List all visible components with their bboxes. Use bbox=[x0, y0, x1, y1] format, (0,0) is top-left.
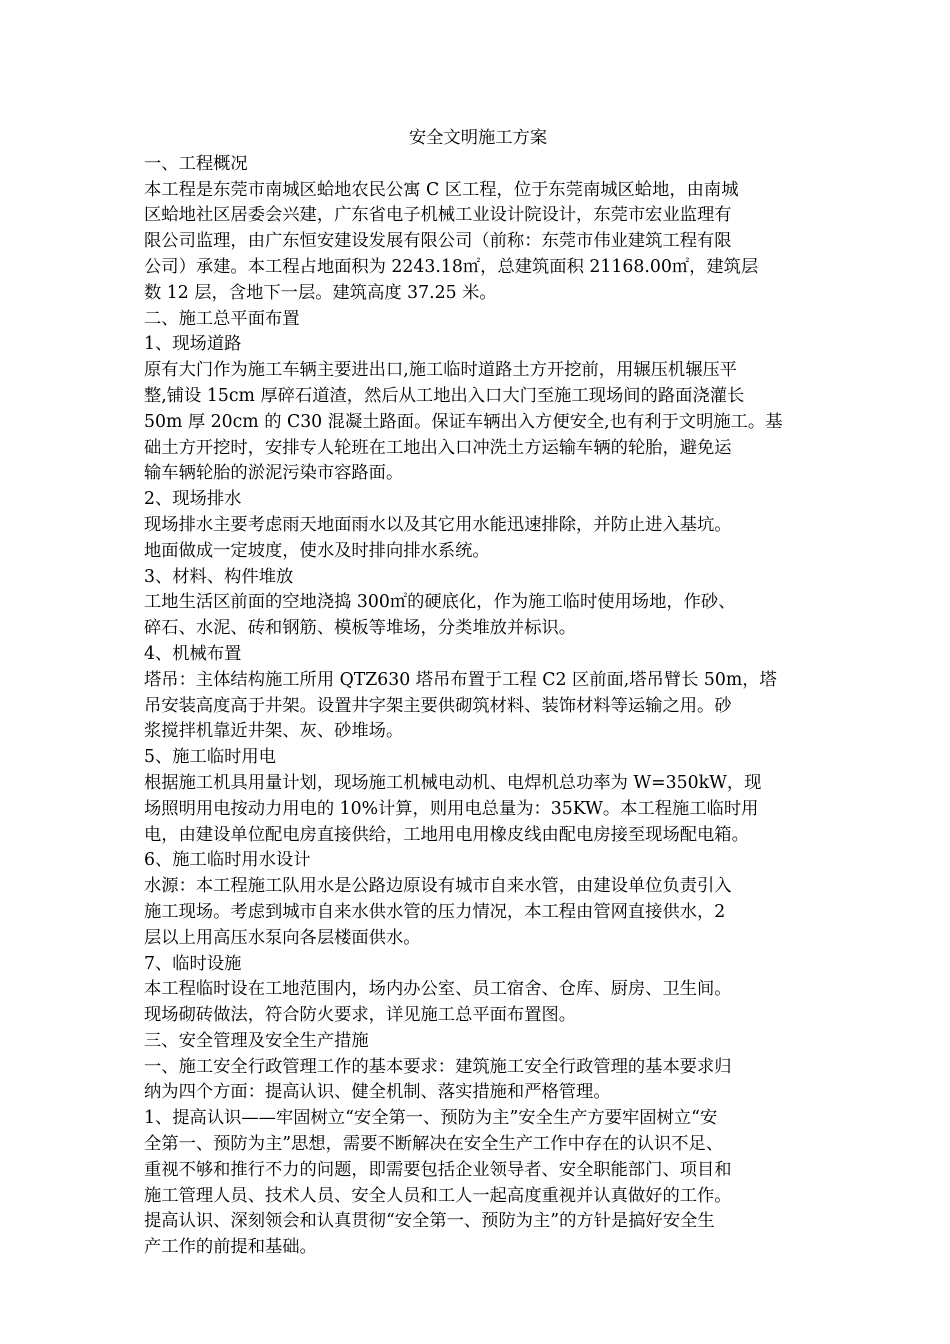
document-body bbox=[144, 152, 812, 1261]
text-line: 根据施工机具用量计划，现场施工机械电动机、电焊机总功率为 W=350kW，现 bbox=[144, 772, 762, 793]
text-line: 2、现场排水 bbox=[144, 489, 242, 510]
text-line: 7、临时设施 bbox=[144, 953, 242, 974]
text-line: 全第一、预防为主”思想，需要不断解决在安全生产工作中存在的认识不足、 bbox=[144, 1134, 724, 1155]
text-line: 整,铺设 15cm 厚碎石道渣，然后从工地出入口大门至施工现场间的路面浇灌长 bbox=[144, 385, 745, 406]
text-line: 塔吊：主体结构施工所用 QTZ630 塔吊布置于工程 C2 区前面,塔吊臂长 50m，塔 bbox=[144, 669, 777, 690]
text-line: 数 12 层，含地下一层。建筑高度 37.25 米。 bbox=[144, 282, 497, 303]
text-line: 碎石、水泥、砖和钢筋、模板等堆场，分类堆放并标识。 bbox=[144, 618, 577, 639]
text-line: 3、材料、构件堆放 bbox=[144, 566, 294, 587]
text-line: 水源：本工程施工队用水是公路边原设有城市自来水管，由建设单位负责引入 bbox=[144, 876, 732, 897]
text-line: 础土方开挖时，安排专人轮班在工地出入口冲洗土方运输车辆的轮胎，避免运 bbox=[144, 437, 732, 458]
text-line: 输车辆轮胎的淤泥污染市容路面。 bbox=[144, 463, 404, 484]
text-line: 提高认识、深刻领会和认真贯彻“安全第一、预防为主”的方针是搞好安全生 bbox=[144, 1211, 715, 1232]
text-line: 浆搅拌机靠近井架、灰、砂堆场。 bbox=[144, 721, 404, 742]
text-line: 现场排水主要考虑雨天地面雨水以及其它用水能迅速排除，并防止进入基坑。 bbox=[144, 514, 732, 535]
text-line: 重视不够和推行不力的问题，即需要包括企业领导者、安全职能部门、项目和 bbox=[144, 1159, 732, 1180]
text-line: 施工管理人员、技术人员、安全人员和工人一起高度重视并认真做好的工作。 bbox=[144, 1185, 732, 1206]
text-line: 公司）承建。本工程占地面积为 2243.18㎡，总建筑面积 21168.00㎡，建筑层 bbox=[144, 256, 759, 277]
text-line: 限公司监理，由广东恒安建设发展有限公司（前称：东莞市伟业建筑工程有限 bbox=[144, 231, 732, 252]
text-line: 6、施工临时用水设计 bbox=[144, 850, 311, 871]
document-page bbox=[144, 126, 812, 1261]
text-line: 现场砌砖做法，符合防火要求，详见施工总平面布置图。 bbox=[144, 1005, 577, 1026]
text-line: 5、施工临时用电 bbox=[144, 747, 276, 768]
text-line: 本工程临时设在工地范围内，场内办公室、员工宿舍、仓库、厨房、卫生间。 bbox=[144, 979, 732, 1000]
text-line: 区蛤地社区居委会兴建，广东省电子机械工业设计院设计，东莞市宏业监理有 bbox=[144, 205, 732, 226]
text-line: 场照明用电按动力用电的 10%计算，则用电总量为：35KW。本工程施工临时用 bbox=[144, 798, 759, 819]
text-line: 工地生活区前面的空地浇捣 300㎡的硬底化，作为施工临时使用场地，作砂、 bbox=[144, 592, 736, 613]
document-title: 安全文明施工方案 bbox=[408, 128, 548, 148]
text-line: 地面做成一定坡度，使水及时排向排水系统。 bbox=[144, 540, 490, 561]
text-line: 一、工程概况 bbox=[144, 153, 248, 174]
text-line: 吊安装高度高于井架。设置井字架主要供砌筑材料、装饰材料等运输之用。砂 bbox=[144, 695, 732, 716]
text-line: 层以上用高压水泵向各层楼面供水。 bbox=[144, 927, 421, 948]
text-line: 1、现场道路 bbox=[144, 334, 242, 355]
text-line: 产工作的前提和基础。 bbox=[144, 1237, 317, 1258]
text-line: 施工现场。考虑到城市自来水供水管的压力情况，本工程由管网直接供水，2 bbox=[144, 901, 726, 922]
text-line: 三、安全管理及安全生产措施 bbox=[144, 1030, 369, 1051]
text-line: 一、施工安全行政管理工作的基本要求：建筑施工安全行政管理的基本要求归 bbox=[144, 1056, 732, 1077]
text-line: 50m 厚 20cm 的 C30 混凝土路面。保证车辆出入方便安全,也有利于文明施工。基 bbox=[144, 411, 783, 432]
text-line: 电，由建设单位配电房直接供给，工地用电用橡皮线由配电房接至现场配电箱。 bbox=[144, 824, 749, 845]
text-line: 原有大门作为施工车辆主要进出口,施工临时道路土方开挖前，用辗压机辗压平 bbox=[144, 360, 738, 381]
text-line: 二、施工总平面布置 bbox=[144, 308, 300, 329]
text-line: 本工程是东莞市南城区蛤地农民公寓 C 区工程，位于东莞南城区蛤地，由南城 bbox=[144, 179, 739, 200]
text-line: 纳为四个方面：提高认识、健全机制、落实措施和严格管理。 bbox=[144, 1082, 611, 1103]
text-line: 1、提高认识——牢固树立“安全第一、预防为主”安全生产方要牢固树立“安 bbox=[144, 1108, 718, 1129]
text-line: 4、机械布置 bbox=[144, 643, 242, 664]
